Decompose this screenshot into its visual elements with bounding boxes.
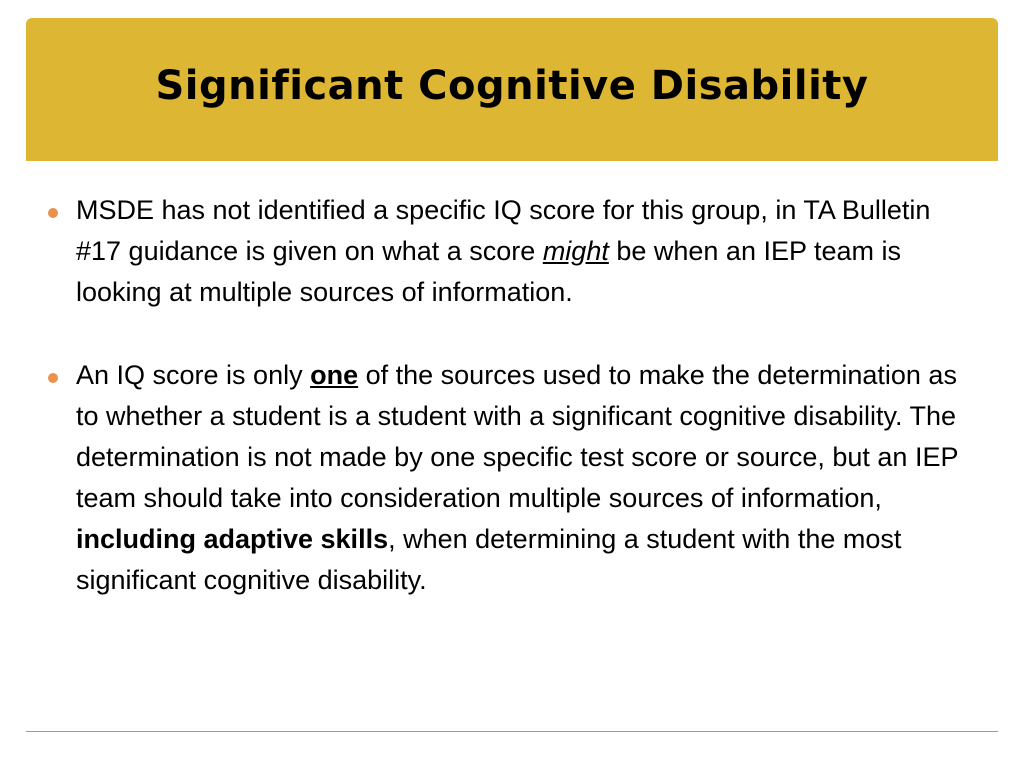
bullet-dot-icon: [48, 208, 58, 218]
bullet-text: MSDE has not identified a specific IQ score for this group, in TA Bulletin #17 guidance is given on what a score: [76, 195, 931, 266]
emphasis-might: might: [542, 236, 609, 266]
bullet-text: An IQ score is only: [76, 360, 311, 390]
bullet-text: , when determining a student with the most significant cognitive disability.: [76, 524, 902, 595]
emphasis-adaptive-skills: including adaptive skills: [76, 524, 389, 554]
title-bar: [26, 18, 998, 161]
bullet-item: [48, 190, 978, 313]
slide-title: Significant Cognitive Disability: [155, 62, 869, 109]
bullet-text: be when an IEP team is looking at multiple sources of information.: [76, 236, 902, 307]
bullet-dot-icon: [48, 373, 58, 383]
bullet-text: of the sources used to make the determination as to whether a student is a student with a significant cognitive disability. The determination is not made by one specific test score or source, but an IEP team should take into consideration multiple sources of information,: [76, 360, 958, 513]
slide-content: [48, 190, 978, 601]
emphasis-one: one: [310, 360, 359, 390]
bottom-divider: [26, 731, 998, 732]
bullet-item: [48, 355, 978, 601]
